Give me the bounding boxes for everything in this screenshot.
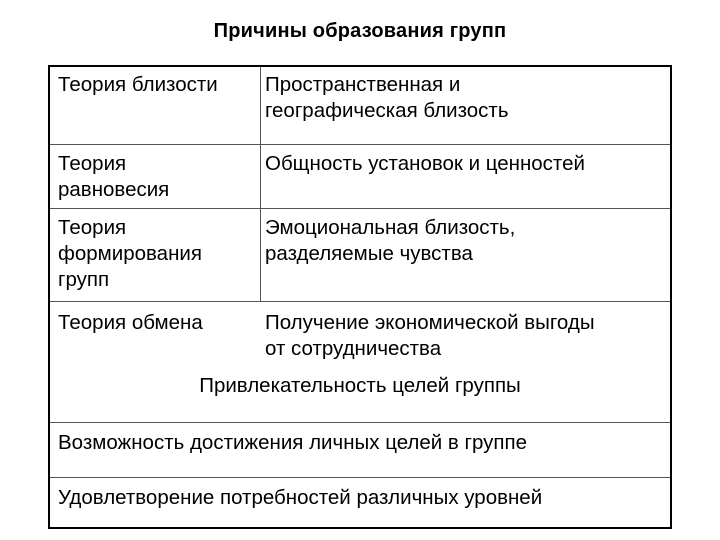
row-divider: [50, 208, 670, 209]
groups-table: [48, 65, 672, 529]
full-row-personal-goals: Возможность достижения личных целей в группе: [58, 431, 528, 454]
row-divider: [50, 144, 670, 145]
reason-cell-proximity: Пространственная и географическая близость: [265, 73, 509, 122]
theory-cell-balance: Теория равновесия: [58, 152, 170, 201]
reason-cell-exchange: Получение экономической выгоды от сотрудничества: [265, 311, 595, 360]
reason-cell-formation: Эмоциональная близость, разделяемые чувства: [265, 216, 516, 265]
reason-cell-balance: Общность установок и ценностей: [265, 152, 585, 175]
row-divider: [50, 477, 670, 478]
slide-title: Причины образования групп: [213, 20, 507, 42]
full-row-goal-attractiveness: Привлекательность целей группы: [199, 374, 521, 397]
theory-cell-exchange: Теория обмена: [58, 311, 203, 334]
full-row-needs-satisfaction: Удовлетворение потребностей различных уровней: [58, 486, 543, 509]
theory-cell-formation: Теория формирования групп: [58, 216, 202, 291]
row-divider: [50, 422, 670, 423]
theory-cell-proximity: Теория близости: [58, 73, 218, 96]
row-divider: [50, 301, 670, 302]
column-divider: [260, 67, 261, 301]
